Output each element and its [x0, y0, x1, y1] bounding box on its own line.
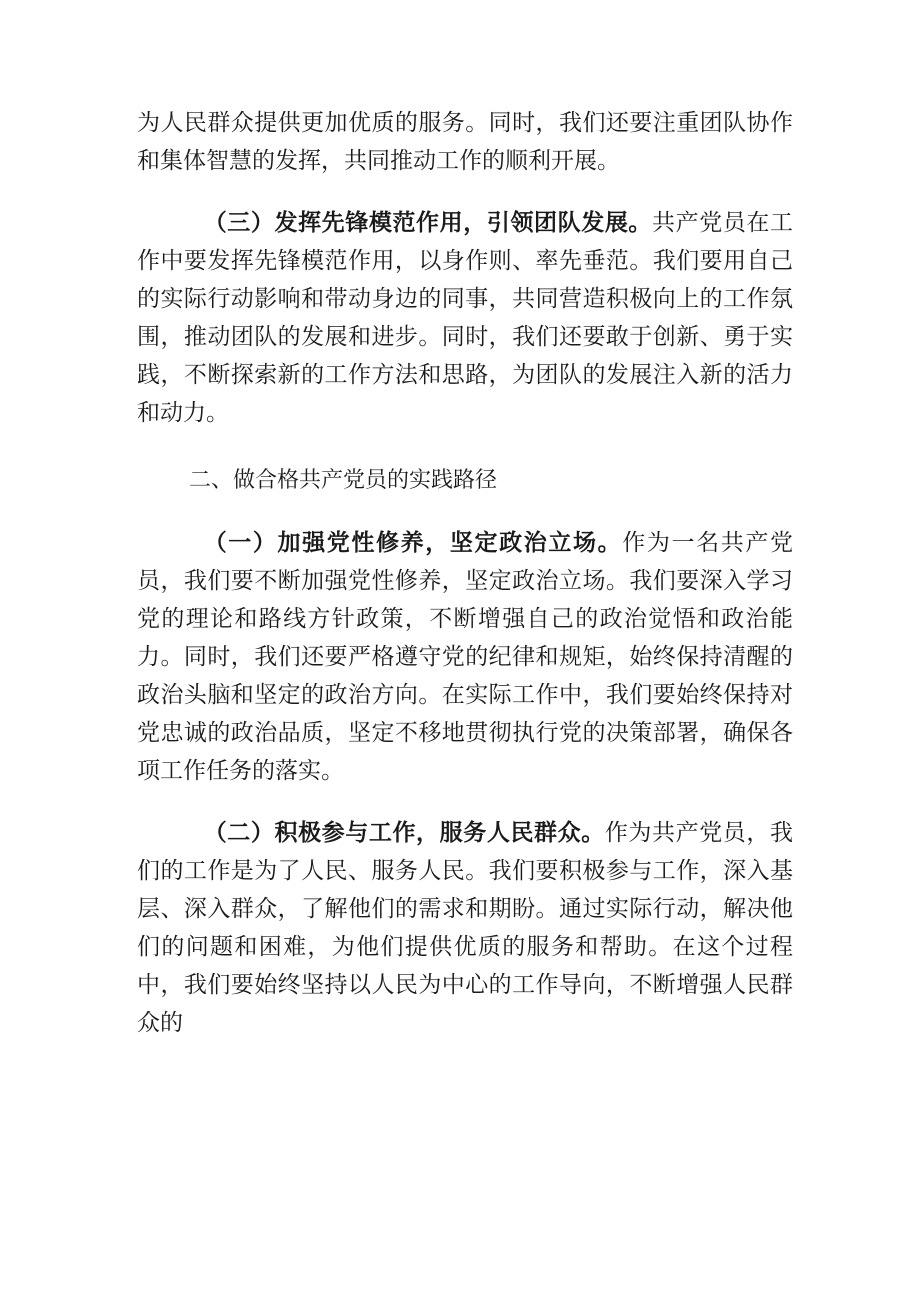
- section-heading: 二、做合格共产党员的实践路径: [189, 468, 498, 493]
- paragraph-vanguard-role: [137, 204, 793, 432]
- document-page: [137, 104, 793, 1042]
- paragraph-continuation: [137, 104, 793, 180]
- paragraph-text: 作为一名共产党员，我们要不断加强党性修养，坚定政治立场。我们要深入学习党的理论和路线方针政策，不断增强自己的政治觉悟和政治能力。同时，我们还要严格遵守党的纪律和规矩，始终保持清醒的政治头脑和坚定的政治方向。在实际工作中，我们要始终保持对党忠诚的政治品质，坚定不移地贯彻执行党的决策部署，确保各项工作任务的落实。: [137, 530, 794, 784]
- paragraph-lead-bold: （三）发挥先锋模范作用，引领团队发展。: [203, 210, 653, 236]
- paragraph-text: 共产党员在工作中要发挥先锋模范作用，以身作则、率先垂范。我们要用自己的实际行动影响和带动身边的同事，共同营造积极向上的工作氛围，推动团队的发展和进步。同时，我们还要敢于创新、勇于实践，不断探索新的工作方法和思路，为团队的发展注入新的活力和动力。: [137, 210, 794, 426]
- paragraph-lead-bold: （二）积极参与工作，服务人民群众。: [203, 820, 605, 846]
- paragraph-text: 作为共产党员，我们的工作是为了人民、服务人民。我们要积极参与工作，深入基层、深入群众，了解他们的需求和期盼。通过实际行动，解决他们的问题和困难，为他们提供优质的服务和帮助。在这个过程中，我们要始终坚持以人民为中心的工作导向，不断增强人民群众的: [137, 820, 794, 1036]
- paragraph-lead-bold: （一）加强党性修养，坚定政治立场。: [203, 530, 623, 556]
- paragraph-serve-people: [137, 814, 793, 1042]
- paragraph-party-spirit: [137, 524, 793, 790]
- paragraph-text: 为人民群众提供更加优质的服务。同时，我们还要注重团队协作和集体智慧的发挥，共同推动工作的顺利开展。: [137, 110, 793, 174]
